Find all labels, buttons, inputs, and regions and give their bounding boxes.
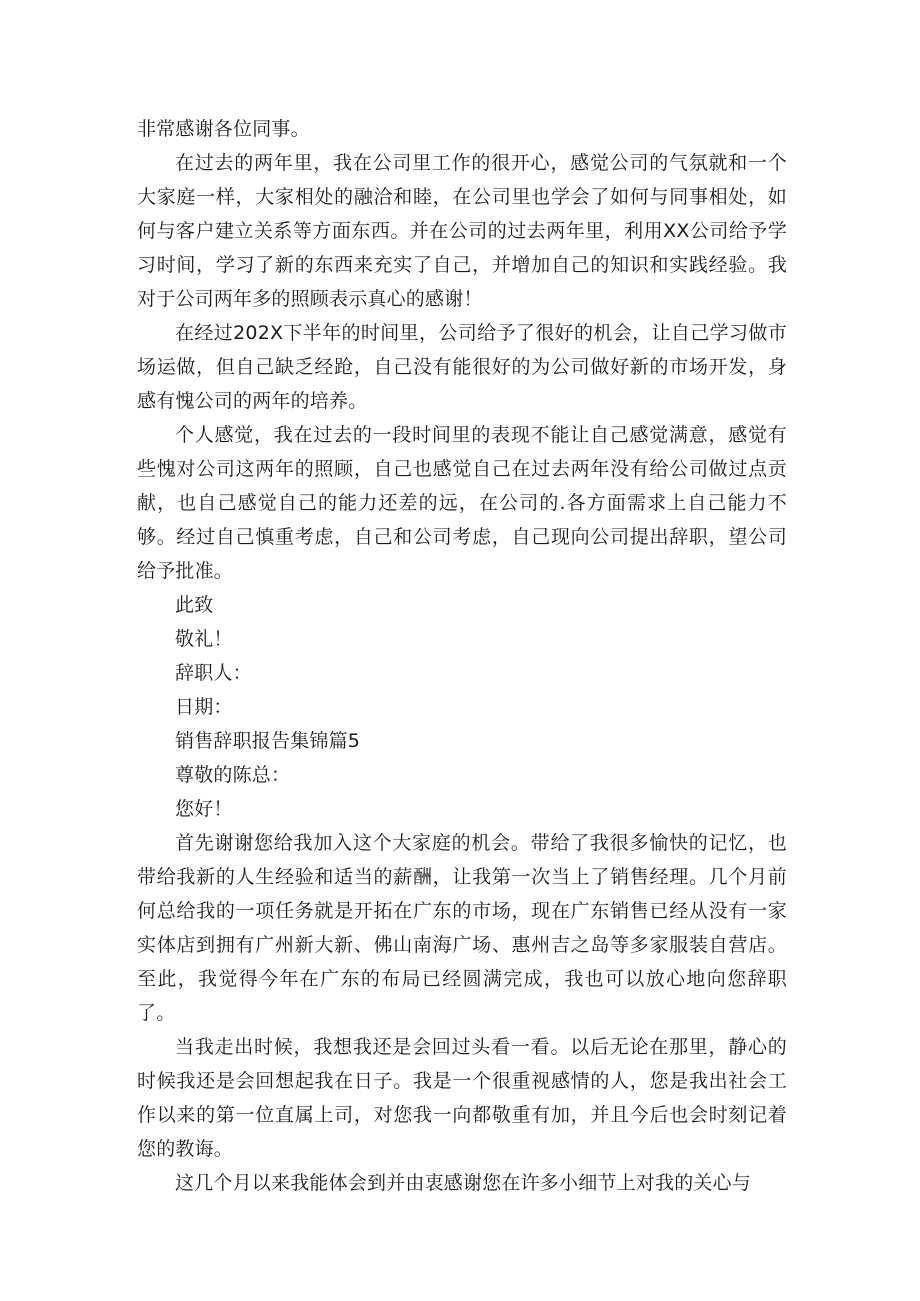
section-title: 销售辞职报告集锦篇5 [175,730,361,752]
addressee-line: 尊敬的陈总： [175,764,291,786]
opening-line: 非常感谢各位同事。 [137,118,310,140]
date-label: 日期： [175,696,233,718]
paragraph-thanks-family: 首先谢谢您给我加入这个大家庭的机会。带给了我很多愉快的记忆，也带给我新的人生经验和适当的薪酬，让我第一次当上了销售经理。几个月前何总给我的一项任务就是开拓在广东的市场，现在广东销售已经从没有一家实体店到拥有广州新大新、佛山南海广场、惠州吉之岛等多家服装自营店。至此，我觉得今年在广东的布局已经圆满完成，我也可以放心地向您辞职了。 [137,832,787,1024]
paragraph-looking-back: 当我走出时候，我想我还是会回过头看一看。以后无论在那里，静心的时候我还是会回想起我在日子。我是一个很重视感情的人，您是我出社会工作以来的第一位直属上司，对您我一向都敬重有加，并且今后也会时刻记着您的教诲。 [137,1036,787,1160]
resigner-label: 辞职人： [175,662,252,684]
paragraph-opportunity: 在经过202X下半年的时间里，公司给予了很好的机会，让自己学习做市场运做，但自己缺乏经跄，自己没有能很好的为公司做好新的市场开发，身感有愧公司的两年的培养。 [137,322,787,412]
salutation-jingli: 敬礼！ [175,628,233,650]
paragraph-gratitude: 在过去的两年里，我在公司里工作的很开心，感觉公司的气氛就和一个大家庭一样，大家相处的融洽和睦，在公司里也学会了如何与同事相处，如何与客户建立关系等方面东西。并在公司的过去两年里，利用XX公司给予学习时间，学习了新的东西来充实了自己，并增加自己的知识和实践经验。我对于公司两年多的照顾表示真心的感谢！ [137,152,787,310]
document-body [137,112,787,1200]
paragraph-appreciation: 这几个月以来我能体会到并由衷感谢您在许多小细节上对我的关心与 [175,1172,752,1194]
paragraph-resignation-reason: 个人感觉，我在过去的一段时间里的表现不能让自己感觉满意，感觉有些愧对公司这两年的照顾，自己也感觉自己在过去两年没有给公司做过点贡献，也自己感觉自己的能力还差的远，在公司的.各方面需求上自己能力不够。经过自己慎重考虑，自己和公司考虑，自己现向公司提出辞职，望公司给予批准。 [137,424,787,582]
hello-line: 您好！ [175,798,233,820]
salutation-cizhi: 此致 [175,594,214,616]
